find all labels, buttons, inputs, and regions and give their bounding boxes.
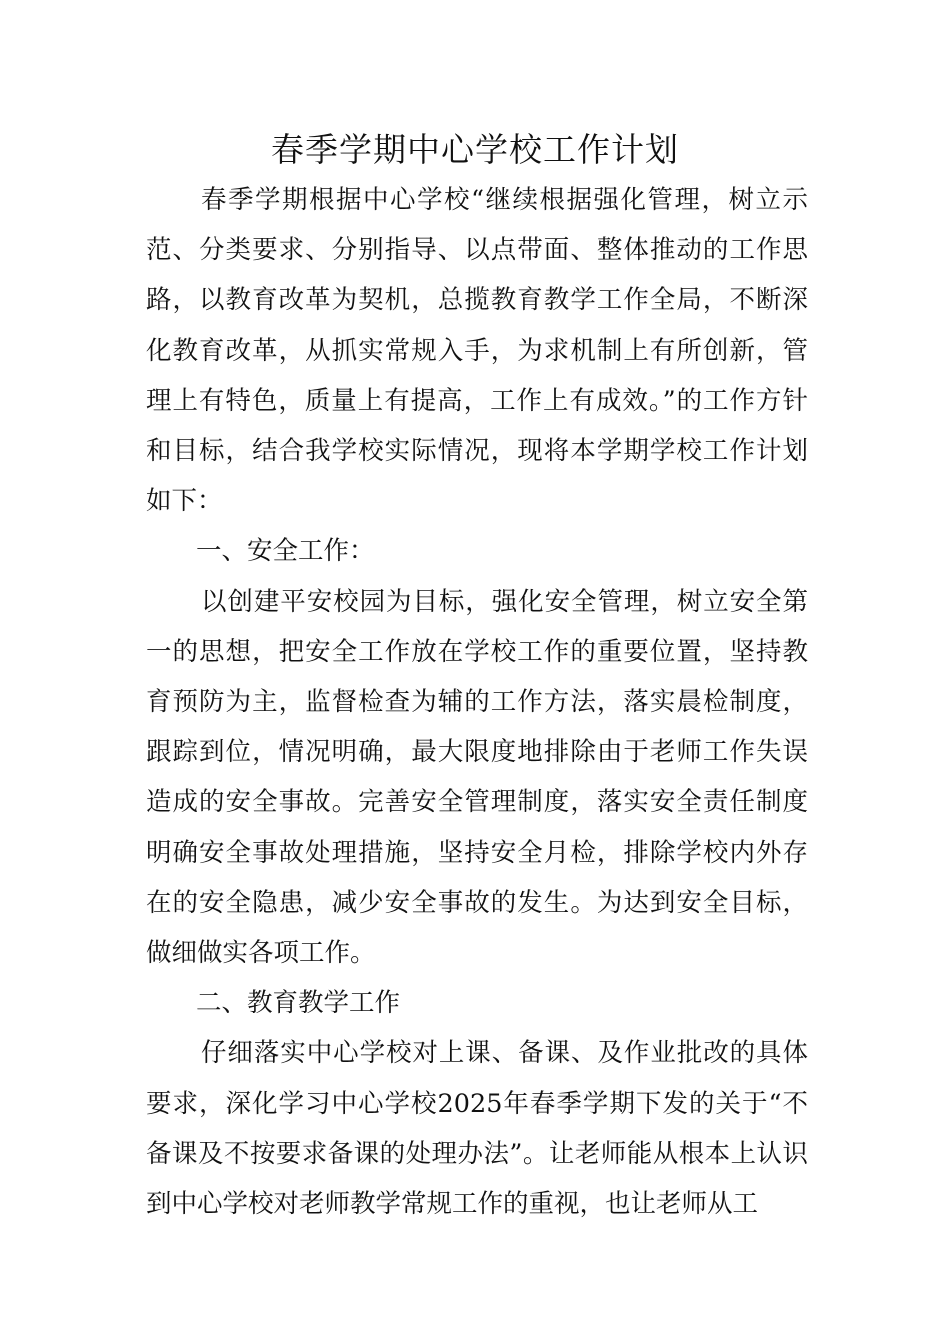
intro-paragraph: 春季学期根据中心学校“继续根据强化管理，树立示范、分类要求、分别指导、以点带面、整体推动的工作思路，以教育改革为契机，总揽教育教学工作全局，不断深化教育改革，从抓实常规入手，为求机制上有所创新，管理上有特色，质量上有提高，工作上有成效。”的工作方针和目标，结合我学校实际情况，现将本学期学校工作计划如下： [146, 185, 808, 517]
section-paragraph-teaching: 仔细落实中心学校对上课、备课、及作业批改的具体要求，深化学习中心学校2025年春季学期下发的关于“不备课及不按要求备课的处理办法”。让老师能从根本上认识到中心学校对老师教学常规工作的重视，也让老师从工 [146, 1038, 808, 1220]
document-body [146, 175, 808, 1229]
document-title: 春季学期中心学校工作计划 [271, 130, 679, 169]
section-paragraph-safety: 以创建平安校园为目标，强化安全管理，树立安全第一的思想，把安全工作放在学校工作的重要位置，坚持教育预防为主，监督检查为辅的工作方法，落实晨检制度，跟踪到位，情况明确，最大限度地排除由于老师工作失误造成的安全事故。完善安全管理制度，落实安全责任制度明确安全事故处理措施，坚持安全月检，排除学校内外存在的安全隐患，减少安全事故的发生。为达到安全目标，做细做实各项工作。 [146, 586, 808, 969]
section-heading-teaching: 二、教育教学工作 [196, 988, 401, 1019]
section-heading-safety: 一、安全工作： [196, 536, 375, 567]
